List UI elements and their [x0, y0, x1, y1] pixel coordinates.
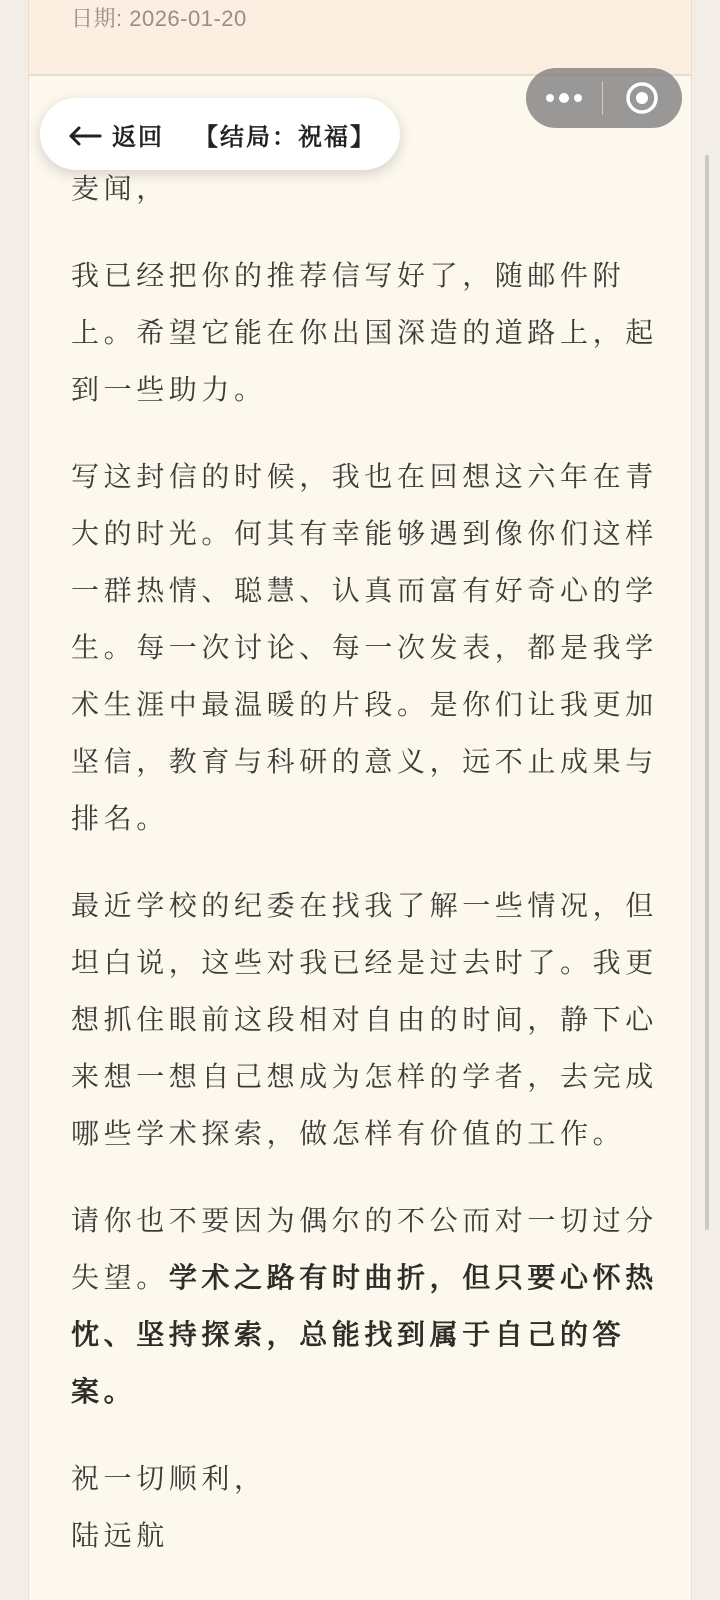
letter-body: [71, 160, 671, 1564]
letter-paragraph-4: [71, 1192, 671, 1420]
more-button[interactable]: [526, 68, 602, 128]
letter-closing: 祝一切顺利，: [71, 1462, 267, 1495]
letter-greeting: 麦闻，: [71, 172, 169, 205]
letter-paragraph-4-plain: 请你也不要因为偶尔的不公而对一切过分失望。: [71, 1204, 658, 1294]
back-label: 返回: [112, 122, 164, 151]
letter-date: 日期: 2026-01-20: [71, 6, 247, 31]
mini-program-capsule: [526, 68, 682, 128]
letter-paragraph-4-bold: 学术之路有时曲折，但只要心怀热忱、坚持探索，总能找到属于自己的答案。: [71, 1261, 658, 1408]
letter-header: [29, 0, 691, 76]
left-arrow-icon: [68, 124, 102, 144]
scrollbar[interactable]: [705, 155, 709, 1230]
letter-paragraph-1: 我已经把你的推荐信写好了，随邮件附上。希望它能在你出国深造的道路上，起到一些助力。: [71, 259, 658, 406]
close-button[interactable]: [603, 68, 681, 128]
letter-page: [28, 0, 692, 1600]
letter-paragraph-2: 写这封信的时候，我也在回想这六年在青大的时光。何其有幸能够遇到像你们这样一群热情、聪慧、认真而富有好奇心的学生。每一次讨论、每一次发表，都是我学术生涯中最温暖的片段。是你们让我更加坚信，教育与科研的意义，远不止成果与排名。: [71, 460, 658, 835]
target-circle-icon: [624, 80, 660, 116]
more-dots-icon: [544, 92, 584, 104]
ending-label: 【结局：祝福】: [194, 122, 376, 151]
letter-signature: 陆远航: [71, 1519, 169, 1552]
back-button[interactable]: [40, 98, 400, 170]
letter-paragraph-3: 最近学校的纪委在找我了解一些情况，但坦白说，这些对我已经是过去时了。我更想抓住眼前这段相对自由的时间，静下心来想一想自己想成为怎样的学者，去完成哪些学术探索，做怎样有价值的工作。: [71, 889, 658, 1150]
